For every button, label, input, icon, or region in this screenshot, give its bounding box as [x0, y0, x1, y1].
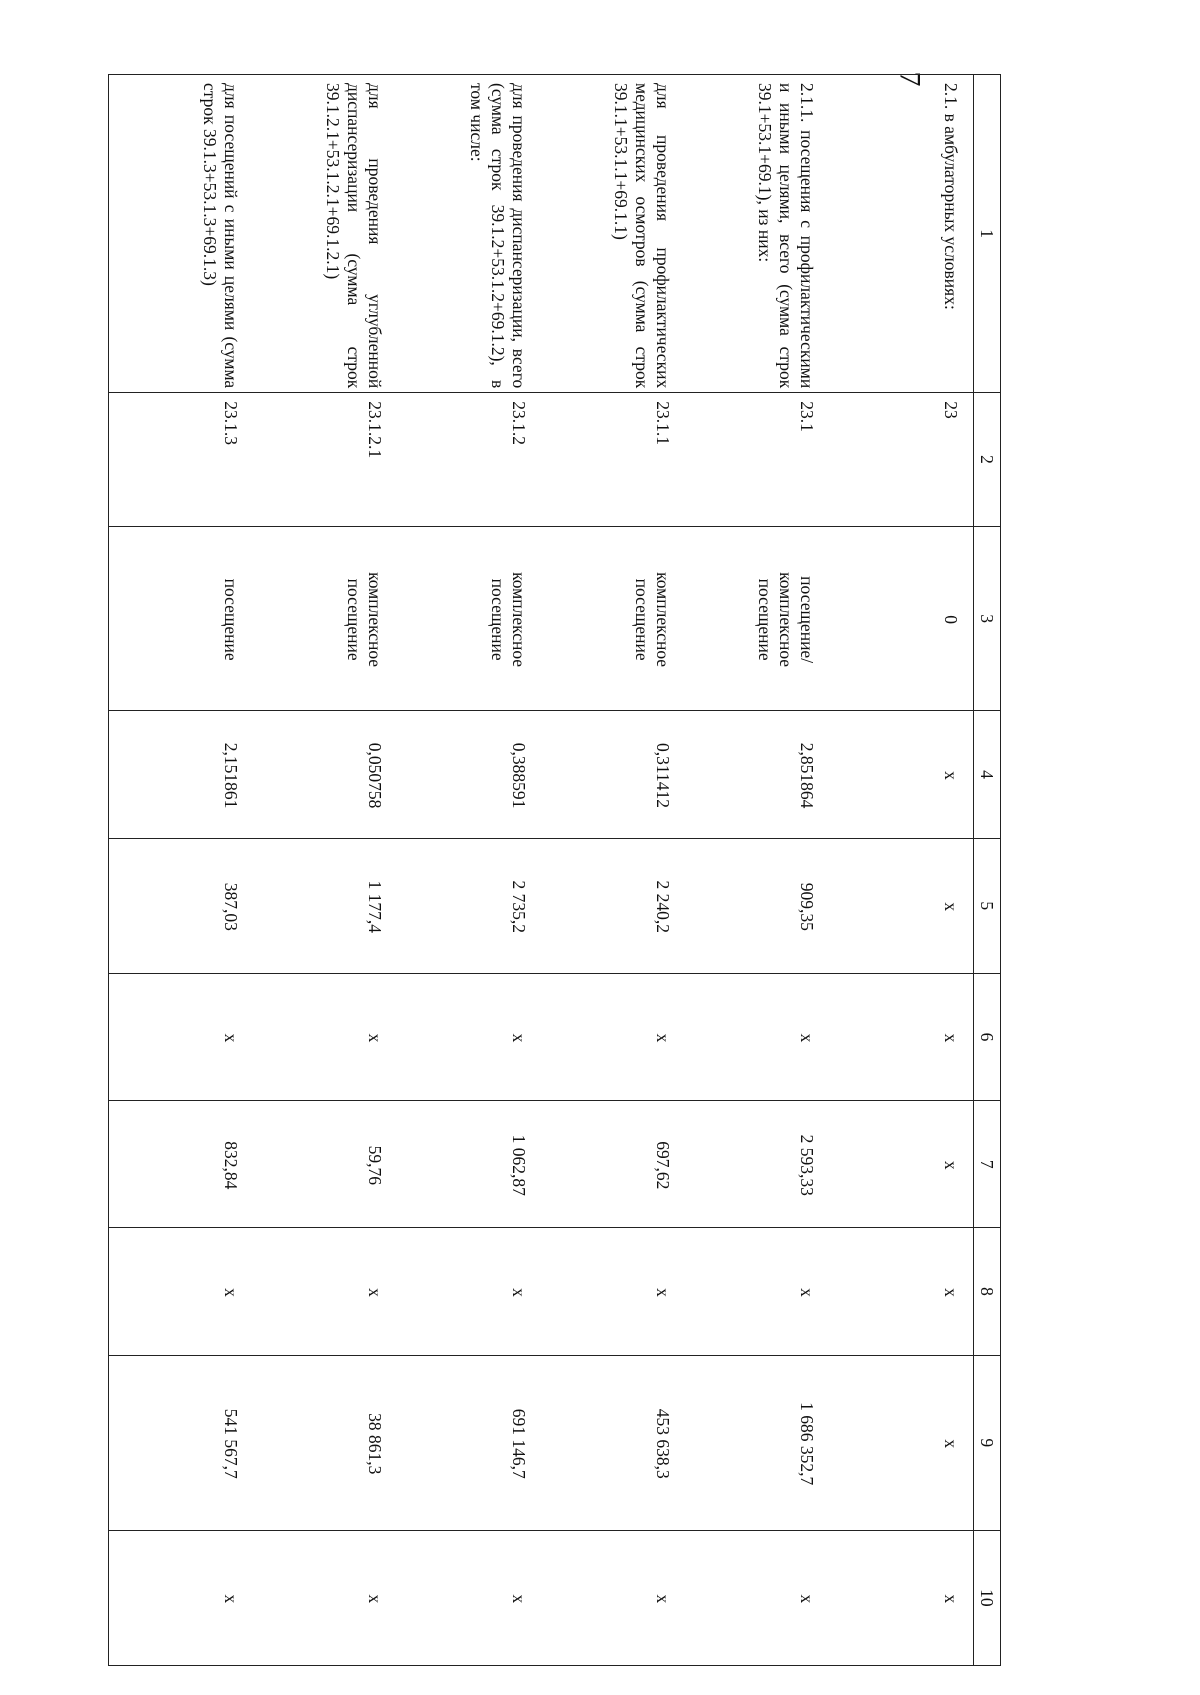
row-cell-5: 909,35: [685, 838, 829, 973]
row-cell-8: x: [109, 1228, 254, 1355]
row-cell-8: x: [397, 1228, 541, 1355]
rotated-table-sheet: [200, 71, 1001, 1666]
row-cell-4: 2,151861: [109, 711, 254, 838]
row-unit: комплексное посещение: [397, 526, 541, 711]
row-label: 2.1. в амбулаторных условиях:: [829, 75, 974, 393]
row-code: 23.1.2: [397, 393, 541, 527]
row-label: 2.1.1. посещения с профилактическими и иными целями, всего (сумма строк 39.1+53.1+69.1), из них:: [685, 75, 829, 393]
row-cell-4: 0,050758: [253, 711, 397, 838]
row-cell-5: 1 177,4: [253, 838, 397, 973]
row-cell-8: x: [685, 1228, 829, 1355]
row-label: для посещений с иными целями (сумма строк 39.1.3+53.1.3+69.1.3): [109, 75, 254, 393]
column-header: 9: [974, 1355, 1001, 1530]
row-cell-9: x: [829, 1355, 974, 1530]
table-row: [397, 75, 541, 1666]
column-header: 8: [974, 1228, 1001, 1355]
row-label: для проведения углубленной диспансеризации (сумма строк 39.1.2.1+53.1.2.1+69.1.2.1): [253, 75, 397, 393]
row-label: для проведения профилактических медицинских осмотров (сумма строк 39.1.1+53.1.1+69.1.1): [541, 75, 685, 393]
row-code: 23.1: [685, 393, 829, 527]
table-row: [253, 75, 397, 1666]
table-row: [829, 75, 974, 1666]
row-unit: посещение/ комплексное посещение: [685, 526, 829, 711]
column-header: 10: [974, 1530, 1001, 1665]
column-header: 7: [974, 1101, 1001, 1228]
row-unit: 0: [829, 526, 974, 711]
table-row: [109, 75, 254, 1666]
row-cell-4: x: [829, 711, 974, 838]
row-code: 23.1.2.1: [253, 393, 397, 527]
row-unit: комплексное посещение: [541, 526, 685, 711]
row-cell-10: x: [829, 1530, 974, 1665]
row-cell-8: x: [253, 1228, 397, 1355]
table-row: [541, 75, 685, 1666]
row-cell-9: 38 861,3: [253, 1355, 397, 1530]
row-cell-7: 1 062,87: [397, 1101, 541, 1228]
row-code: 23.1.1: [541, 393, 685, 527]
row-cell-9: 453 638,3: [541, 1355, 685, 1530]
row-cell-7: x: [829, 1101, 974, 1228]
row-cell-8: x: [541, 1228, 685, 1355]
row-cell-7: 2 593,33: [685, 1101, 829, 1228]
row-cell-5: 387,03: [109, 838, 254, 973]
row-label: для проведения диспансеризации, всего (сумма строк 39.1.2+53.1.2+69.1.2), в том числе:: [397, 75, 541, 393]
row-cell-10: x: [541, 1530, 685, 1665]
row-cell-7: 59,76: [253, 1101, 397, 1228]
row-cell-10: x: [109, 1530, 254, 1665]
column-header: 4: [974, 711, 1001, 838]
row-cell-6: x: [685, 973, 829, 1100]
row-cell-4: 2,851864: [685, 711, 829, 838]
row-cell-10: x: [253, 1530, 397, 1665]
table-header-row: [974, 75, 1001, 1666]
row-cell-10: x: [685, 1530, 829, 1665]
row-cell-6: x: [829, 973, 974, 1100]
row-cell-7: 697,62: [541, 1101, 685, 1228]
row-unit: посещение: [109, 526, 254, 711]
column-header: 3: [974, 526, 1001, 711]
page-number: 7: [893, 71, 927, 87]
column-header: 5: [974, 838, 1001, 973]
row-cell-5: x: [829, 838, 974, 973]
row-cell-9: 541 567,7: [109, 1355, 254, 1530]
row-cell-8: x: [829, 1228, 974, 1355]
row-cell-6: x: [109, 973, 254, 1100]
row-cell-6: x: [541, 973, 685, 1100]
row-cell-9: 1 686 352,7: [685, 1355, 829, 1530]
row-cell-4: 0,388591: [397, 711, 541, 838]
row-cell-5: 2 240,2: [541, 838, 685, 973]
row-code: 23.1.3: [109, 393, 254, 527]
row-cell-5: 2 735,2: [397, 838, 541, 973]
row-cell-4: 0,311412: [541, 711, 685, 838]
row-cell-6: x: [397, 973, 541, 1100]
row-cell-6: x: [253, 973, 397, 1100]
row-cell-7: 832,84: [109, 1101, 254, 1228]
column-header: 1: [974, 75, 1001, 393]
row-cell-10: x: [397, 1530, 541, 1665]
row-code: 23: [829, 393, 974, 527]
data-table: [108, 71, 1001, 1666]
row-unit: комплексное посещение: [253, 526, 397, 711]
column-header: 6: [974, 973, 1001, 1100]
table-row: [685, 75, 829, 1666]
row-cell-9: 691 146,7: [397, 1355, 541, 1530]
column-header: 2: [974, 393, 1001, 527]
